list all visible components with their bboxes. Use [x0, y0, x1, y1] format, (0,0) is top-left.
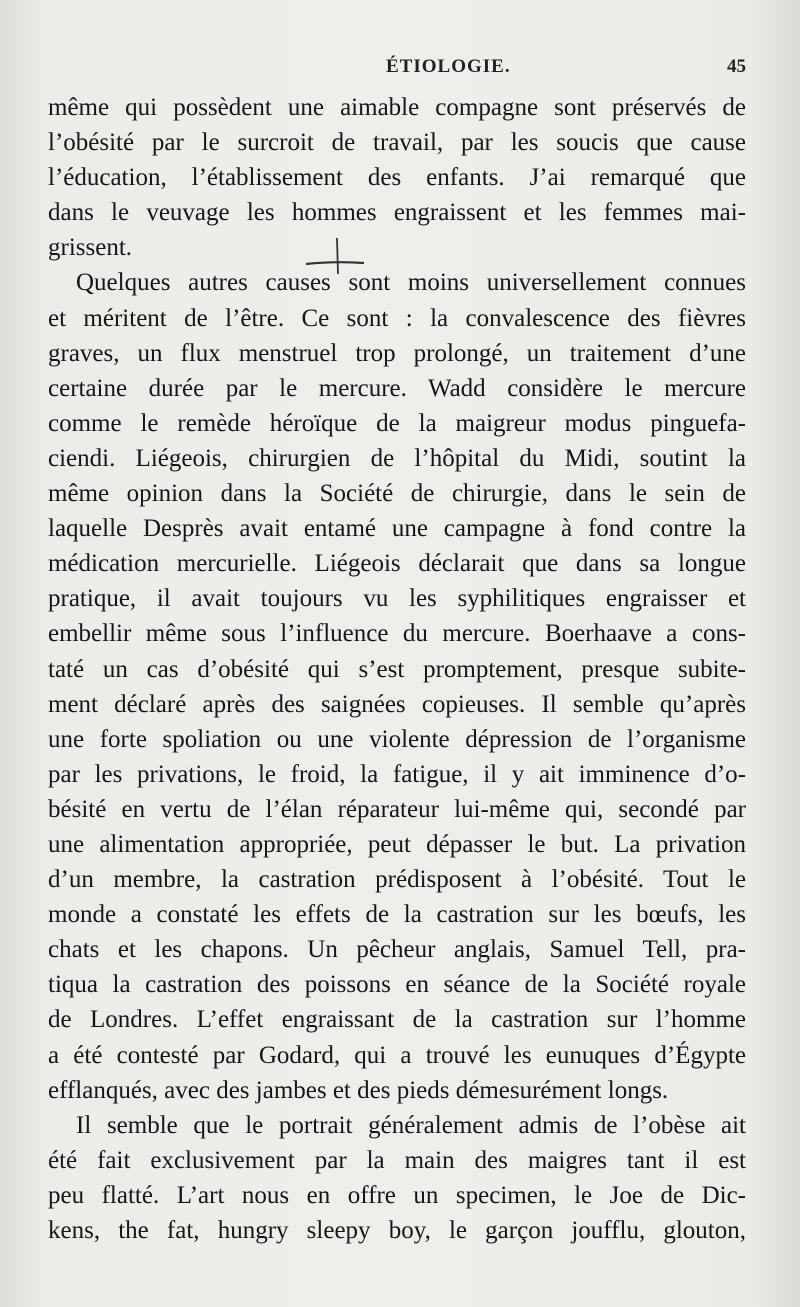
text-line: médication mercurielle. Liégeois déclarait que dans sa longue	[48, 550, 746, 578]
text-line: comme le remède héroïque de la maigreur modus pinguefa-	[48, 409, 746, 437]
text-line: kens, the fat, hungry sleepy boy, le garçon joufflu, glouton,	[48, 1217, 746, 1244]
text-line: une alimentation appropriée, peut dépasser le but. La privation	[48, 830, 746, 858]
text-line: par les privations, le froid, la fatigue, il y ait imminence d’o-	[48, 760, 746, 788]
text-line: monde a constaté les effets de la castration sur les bœufs, les	[48, 901, 746, 929]
text-line: une forte spoliation ou une violente dépression de l’organisme	[48, 725, 746, 753]
text-line: ment déclaré après des saignées copieuses. Il semble qu’après	[48, 690, 746, 718]
text-line: tiqua la castration des poissons en séance de la Société royale	[48, 971, 746, 999]
page-number: 45	[727, 56, 746, 77]
page-header	[48, 56, 746, 86]
running-title: ÉTIOLOGIE.	[386, 56, 511, 77]
text-line: l’éducation, l’établissement des enfants. J’ai remarqué que	[48, 164, 746, 192]
text-line: grissent.	[48, 234, 133, 262]
text-line: pratique, il avait toujours vu les syphilitiques engraisser et	[48, 585, 746, 613]
text-line: Il semble que le portrait généralement admis de l’obèse ait	[76, 1111, 746, 1139]
text-line: peu flatté. L’art nous en offre un specimen, le Joe de Dic-	[48, 1181, 746, 1209]
text-line: de Londres. L’effet engraissant de la castration sur l’homme	[48, 1006, 746, 1034]
text-line: bésité en vertu de l’élan réparateur lui-même qui, secondé par	[48, 795, 746, 823]
text-line: graves, un flux menstruel trop prolongé, un traitement d’une	[48, 339, 746, 367]
text-line: embellir même sous l’influence du mercure. Boerhaave a cons-	[48, 620, 746, 648]
text-line: et méritent de l’être. Ce sont : la convalescence des fièvres	[48, 304, 746, 332]
text-line: chats et les chapons. Un pêcheur anglais, Samuel Tell, pra-	[48, 936, 746, 964]
text-line: a été contesté par Godard, qui a trouvé les eunuques d’Égypte	[48, 1041, 746, 1069]
text-line: même qui possèdent une aimable compagne sont préservés de	[48, 94, 746, 121]
text-line: Quelques autres causes sont moins universellement connues	[76, 269, 746, 297]
text-line: l’obésité par le surcroit de travail, par les soucis que cause	[48, 129, 746, 157]
text-line: été fait exclusivement par la main des maigres tant il est	[48, 1146, 746, 1174]
text-line: dans le veuvage les hommes engraissent et les femmes mai-	[48, 199, 746, 227]
text-line: même opinion dans la Société de chirurgie, dans le sein de	[48, 480, 746, 508]
text-line: d’un membre, la castration prédisposent à l’obésité. Tout le	[48, 866, 746, 894]
text-line: taté un cas d’obésité qui s’est promptement, presque subite-	[48, 655, 746, 683]
text-line: efflanqués, avec des jambes et des pieds démesurément longs.	[48, 1076, 669, 1104]
body-text	[48, 90, 746, 1248]
text-line: ciendi. Liégeois, chirurgien de l’hôpital du Midi, soutint la	[48, 444, 746, 472]
text-line: certaine durée par le mercure. Wadd considère le mercure	[48, 374, 746, 402]
text-line: laquelle Desprès avait entamé une campagne à fond contre la	[48, 515, 746, 543]
